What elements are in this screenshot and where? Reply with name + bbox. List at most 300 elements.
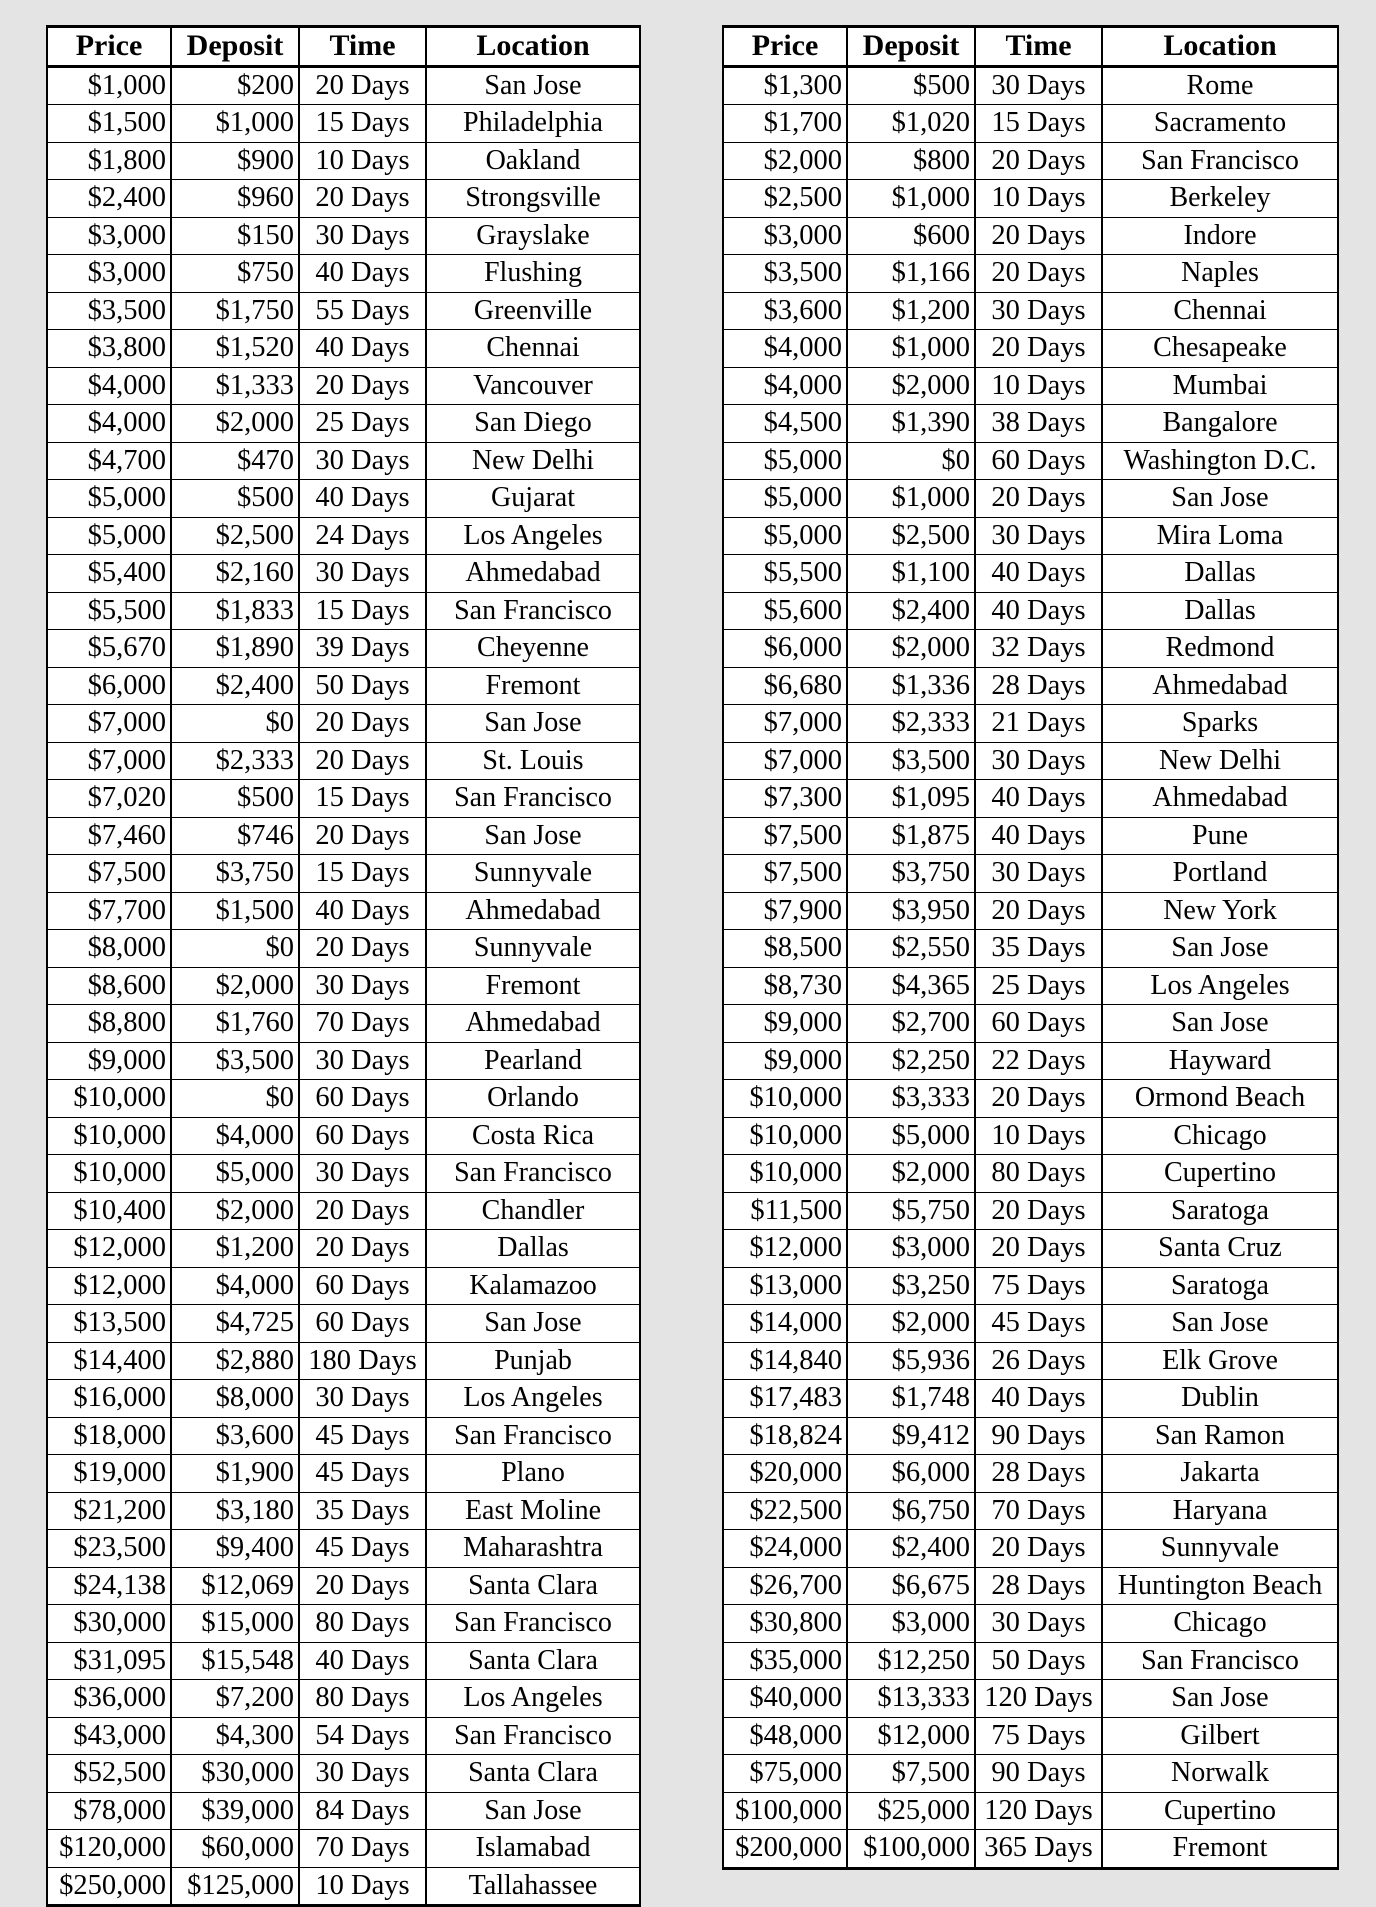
price-cell: $7,020 [47,780,171,818]
time-cell: 60 Days [299,1117,426,1155]
location-cell: Dublin [1102,1380,1338,1418]
price-cell: $5,500 [47,592,171,630]
deposit-cell: $1,020 [847,105,975,143]
left-table-body [47,66,640,1906]
deposit-cell: $2,000 [171,967,299,1005]
location-cell: San Jose [426,705,640,743]
header-location: Location [1102,27,1338,67]
deposit-cell: $1,166 [847,255,975,293]
table-row [723,1492,1338,1530]
time-cell: 40 Days [299,480,426,518]
deposit-cell: $200 [171,66,299,105]
deposit-cell: $2,160 [171,555,299,593]
table-row [723,1117,1338,1155]
right-table-body [723,66,1338,1868]
deposit-cell: $100,000 [847,1830,975,1869]
table-row [47,555,640,593]
price-cell: $4,000 [723,330,847,368]
time-cell: 20 Days [299,1192,426,1230]
table-row [47,1080,640,1118]
deposit-cell: $1,875 [847,817,975,855]
table-row [47,1230,640,1268]
time-cell: 15 Days [299,855,426,893]
price-cell: $1,800 [47,142,171,180]
location-cell: Santa Clara [426,1755,640,1793]
location-cell: San Francisco [1102,1642,1338,1680]
location-cell: Cheyenne [426,630,640,668]
location-cell: Naples [1102,255,1338,293]
time-cell: 45 Days [299,1455,426,1493]
table-row [723,967,1338,1005]
price-cell: $7,300 [723,780,847,818]
table-row [723,1755,1338,1793]
time-cell: 60 Days [299,1267,426,1305]
price-cell: $12,000 [47,1230,171,1268]
deposit-cell: $3,950 [847,892,975,930]
table-row [47,142,640,180]
price-cell: $7,000 [723,705,847,743]
price-cell: $3,000 [47,255,171,293]
time-cell: 15 Days [299,780,426,818]
price-cell: $4,700 [47,442,171,480]
table-row [47,517,640,555]
time-cell: 26 Days [975,1342,1102,1380]
time-cell: 20 Days [299,180,426,218]
time-cell: 20 Days [975,1230,1102,1268]
price-cell: $8,800 [47,1005,171,1043]
time-cell: 15 Days [975,105,1102,143]
deposit-cell: $2,500 [171,517,299,555]
price-cell: $6,000 [723,630,847,668]
location-cell: Ormond Beach [1102,1080,1338,1118]
table-row [723,480,1338,518]
price-cell: $11,500 [723,1192,847,1230]
table-row [47,667,640,705]
left-price-table [46,25,641,1907]
price-cell: $21,200 [47,1492,171,1530]
table-row [723,180,1338,218]
deposit-cell: $3,500 [847,742,975,780]
table-row [47,705,640,743]
location-cell: Santa Cruz [1102,1230,1338,1268]
deposit-cell: $39,000 [171,1792,299,1830]
location-cell: St. Louis [426,742,640,780]
location-cell: Jakarta [1102,1455,1338,1493]
location-cell: Los Angeles [426,1380,640,1418]
time-cell: 30 Days [975,1605,1102,1643]
deposit-cell: $125,000 [171,1867,299,1906]
price-cell: $10,000 [47,1117,171,1155]
table-row [723,255,1338,293]
price-cell: $10,000 [723,1117,847,1155]
location-cell: Chesapeake [1102,330,1338,368]
price-cell: $7,000 [723,742,847,780]
table-row [723,367,1338,405]
time-cell: 60 Days [299,1080,426,1118]
table-row [47,1755,640,1793]
location-cell: Gilbert [1102,1717,1338,1755]
table-row [723,1230,1338,1268]
deposit-cell: $1,748 [847,1380,975,1418]
deposit-cell: $1,200 [847,292,975,330]
deposit-cell: $0 [847,442,975,480]
deposit-cell: $800 [847,142,975,180]
time-cell: 10 Days [975,367,1102,405]
location-cell: San Francisco [426,592,640,630]
location-cell: Strongsville [426,180,640,218]
time-cell: 30 Days [299,555,426,593]
deposit-cell: $4,725 [171,1305,299,1343]
price-cell: $30,800 [723,1605,847,1643]
deposit-cell: $1,000 [847,480,975,518]
deposit-cell: $2,250 [847,1042,975,1080]
price-cell: $30,000 [47,1605,171,1643]
location-cell: Chennai [1102,292,1338,330]
time-cell: 39 Days [299,630,426,668]
location-cell: Indore [1102,217,1338,255]
location-cell: Fremont [426,967,640,1005]
deposit-cell: $2,000 [847,1305,975,1343]
price-cell: $12,000 [47,1267,171,1305]
deposit-cell: $5,000 [847,1117,975,1155]
location-cell: Elk Grove [1102,1342,1338,1380]
table-row [47,330,640,368]
time-cell: 40 Days [299,330,426,368]
location-cell: Flushing [426,255,640,293]
location-cell: San Francisco [426,780,640,818]
table-row [47,1380,640,1418]
table-row [723,555,1338,593]
table-row [723,517,1338,555]
table-row [723,1830,1338,1869]
time-cell: 22 Days [975,1042,1102,1080]
time-cell: 50 Days [975,1642,1102,1680]
table-row [723,1567,1338,1605]
time-cell: 25 Days [975,967,1102,1005]
location-cell: Chandler [426,1192,640,1230]
price-cell: $10,000 [47,1080,171,1118]
price-cell: $9,000 [47,1042,171,1080]
deposit-cell: $500 [171,480,299,518]
time-cell: 30 Days [299,1155,426,1193]
price-cell: $24,000 [723,1530,847,1568]
price-cell: $10,000 [47,1155,171,1193]
time-cell: 20 Days [299,930,426,968]
time-cell: 90 Days [975,1755,1102,1793]
table-row [47,592,640,630]
price-cell: $8,600 [47,967,171,1005]
location-cell: Fremont [1102,1830,1338,1869]
location-cell: Kalamazoo [426,1267,640,1305]
deposit-cell: $2,000 [847,630,975,668]
location-cell: Plano [426,1455,640,1493]
table-row [47,742,640,780]
deposit-cell: $0 [171,705,299,743]
location-cell: Sparks [1102,705,1338,743]
deposit-cell: $8,000 [171,1380,299,1418]
time-cell: 40 Days [975,780,1102,818]
deposit-cell: $3,750 [847,855,975,893]
price-cell: $31,095 [47,1642,171,1680]
deposit-cell: $3,750 [171,855,299,893]
deposit-cell: $900 [171,142,299,180]
price-cell: $10,000 [723,1155,847,1193]
deposit-cell: $2,400 [847,592,975,630]
price-cell: $3,500 [723,255,847,293]
deposit-cell: $3,000 [847,1230,975,1268]
price-cell: $1,000 [47,66,171,105]
price-cell: $2,500 [723,180,847,218]
time-cell: 80 Days [299,1680,426,1718]
table-row [723,1680,1338,1718]
location-cell: San Francisco [426,1417,640,1455]
time-cell: 20 Days [975,330,1102,368]
price-cell: $2,400 [47,180,171,218]
location-cell: San Jose [1102,1305,1338,1343]
time-cell: 70 Days [299,1005,426,1043]
table-row [723,1455,1338,1493]
location-cell: San Diego [426,405,640,443]
location-cell: Oakland [426,142,640,180]
time-cell: 20 Days [299,66,426,105]
table-row [723,1155,1338,1193]
table-row [723,142,1338,180]
time-cell: 24 Days [299,517,426,555]
time-cell: 20 Days [299,1230,426,1268]
table-row [47,930,640,968]
location-cell: Sunnyvale [426,930,640,968]
time-cell: 20 Days [299,742,426,780]
deposit-cell: $13,333 [847,1680,975,1718]
deposit-cell: $2,880 [171,1342,299,1380]
location-cell: Vancouver [426,367,640,405]
table-row [47,1305,640,1343]
price-cell: $7,460 [47,817,171,855]
time-cell: 30 Days [299,217,426,255]
price-cell: $1,300 [723,66,847,105]
location-cell: Norwalk [1102,1755,1338,1793]
header-price: Price [47,27,171,67]
time-cell: 120 Days [975,1792,1102,1830]
time-cell: 20 Days [975,142,1102,180]
table-row [47,1192,640,1230]
table-row [47,217,640,255]
time-cell: 180 Days [299,1342,426,1380]
location-cell: Dallas [1102,555,1338,593]
table-row [723,742,1338,780]
location-cell: Ahmedabad [426,1005,640,1043]
table-row [723,1792,1338,1830]
deposit-cell: $12,069 [171,1567,299,1605]
table-row [47,967,640,1005]
location-cell: San Ramon [1102,1417,1338,1455]
location-cell: San Francisco [426,1155,640,1193]
table-row [723,667,1338,705]
location-cell: San Jose [426,1792,640,1830]
deposit-cell: $470 [171,442,299,480]
deposit-cell: $960 [171,180,299,218]
table-row [47,1642,640,1680]
deposit-cell: $2,500 [847,517,975,555]
location-cell: New Delhi [426,442,640,480]
price-cell: $7,700 [47,892,171,930]
location-cell: Chicago [1102,1117,1338,1155]
time-cell: 70 Days [975,1492,1102,1530]
deposit-cell: $1,000 [847,180,975,218]
table-row [47,1042,640,1080]
location-cell: East Moline [426,1492,640,1530]
price-cell: $78,000 [47,1792,171,1830]
location-cell: Berkeley [1102,180,1338,218]
deposit-cell: $1,890 [171,630,299,668]
location-cell: New Delhi [1102,742,1338,780]
header-time: Time [299,27,426,67]
time-cell: 20 Days [975,1080,1102,1118]
location-cell: San Francisco [1102,142,1338,180]
time-cell: 60 Days [299,1305,426,1343]
deposit-cell: $1,200 [171,1230,299,1268]
location-cell: Los Angeles [426,1680,640,1718]
location-cell: Haryana [1102,1492,1338,1530]
location-cell: New York [1102,892,1338,930]
table-row [723,1605,1338,1643]
time-cell: 20 Days [299,367,426,405]
header-deposit: Deposit [847,27,975,67]
price-cell: $24,138 [47,1567,171,1605]
price-cell: $3,000 [47,217,171,255]
table-row [723,442,1338,480]
price-cell: $14,840 [723,1342,847,1380]
time-cell: 35 Days [975,930,1102,968]
table-row [47,442,640,480]
table-row [723,1042,1338,1080]
table-row [723,817,1338,855]
location-cell: Los Angeles [426,517,640,555]
deposit-cell: $2,000 [171,1192,299,1230]
deposit-cell: $0 [171,1080,299,1118]
time-cell: 30 Days [975,855,1102,893]
time-cell: 30 Days [975,517,1102,555]
deposit-cell: $15,548 [171,1642,299,1680]
price-cell: $9,000 [723,1042,847,1080]
table-row [47,480,640,518]
time-cell: 28 Days [975,1455,1102,1493]
deposit-cell: $30,000 [171,1755,299,1793]
table-row [47,1117,640,1155]
location-cell: Cupertino [1102,1792,1338,1830]
time-cell: 28 Days [975,1567,1102,1605]
location-cell: San Francisco [426,1717,640,1755]
deposit-cell: $2,700 [847,1005,975,1043]
deposit-cell: $60,000 [171,1830,299,1868]
price-cell: $13,000 [723,1267,847,1305]
price-cell: $7,500 [723,817,847,855]
deposit-cell: $500 [847,66,975,105]
header-deposit: Deposit [171,27,299,67]
deposit-cell: $12,000 [847,1717,975,1755]
deposit-cell: $4,300 [171,1717,299,1755]
price-cell: $17,483 [723,1380,847,1418]
time-cell: 20 Days [975,1192,1102,1230]
location-cell: Ahmedabad [426,555,640,593]
deposit-cell: $3,180 [171,1492,299,1530]
time-cell: 40 Days [299,1642,426,1680]
time-cell: 20 Days [975,892,1102,930]
deposit-cell: $7,200 [171,1680,299,1718]
deposit-cell: $3,600 [171,1417,299,1455]
deposit-cell: $5,750 [847,1192,975,1230]
time-cell: 70 Days [299,1830,426,1868]
table-row [723,592,1338,630]
price-cell: $22,500 [723,1492,847,1530]
table-row [723,1192,1338,1230]
price-cell: $6,000 [47,667,171,705]
time-cell: 40 Days [975,1380,1102,1418]
price-cell: $12,000 [723,1230,847,1268]
deposit-cell: $2,400 [847,1530,975,1568]
deposit-cell: $4,000 [171,1267,299,1305]
table-row [723,1005,1338,1043]
price-cell: $35,000 [723,1642,847,1680]
location-cell: Greenville [426,292,640,330]
table-row [47,1005,640,1043]
price-cell: $3,000 [723,217,847,255]
table-row [47,1417,640,1455]
table-row [47,367,640,405]
table-row [47,66,640,105]
table-row [723,1417,1338,1455]
location-cell: Philadelphia [426,105,640,143]
table-row [47,1530,640,1568]
price-cell: $2,000 [723,142,847,180]
deposit-cell: $2,000 [171,405,299,443]
table-row [723,1342,1338,1380]
deposit-cell: $1,900 [171,1455,299,1493]
time-cell: 20 Days [299,817,426,855]
time-cell: 90 Days [975,1417,1102,1455]
time-cell: 365 Days [975,1830,1102,1869]
table-row [47,817,640,855]
time-cell: 40 Days [975,555,1102,593]
time-cell: 28 Days [975,667,1102,705]
time-cell: 84 Days [299,1792,426,1830]
table-row [47,1867,640,1906]
location-cell: Ahmedabad [1102,780,1338,818]
table-row [47,1792,640,1830]
price-cell: $5,000 [723,517,847,555]
time-cell: 80 Days [975,1155,1102,1193]
price-cell: $40,000 [723,1680,847,1718]
location-cell: San Jose [426,66,640,105]
price-cell: $5,500 [723,555,847,593]
location-cell: Washington D.C. [1102,442,1338,480]
table-row [47,1455,640,1493]
time-cell: 21 Days [975,705,1102,743]
header-price: Price [723,27,847,67]
price-cell: $48,000 [723,1717,847,1755]
location-cell: Gujarat [426,480,640,518]
price-cell: $4,000 [723,367,847,405]
price-cell: $120,000 [47,1830,171,1868]
deposit-cell: $3,250 [847,1267,975,1305]
price-cell: $7,000 [47,742,171,780]
time-cell: 30 Days [975,66,1102,105]
time-cell: 120 Days [975,1680,1102,1718]
location-cell: Rome [1102,66,1338,105]
deposit-cell: $6,750 [847,1492,975,1530]
time-cell: 35 Days [299,1492,426,1530]
table-row [47,892,640,930]
